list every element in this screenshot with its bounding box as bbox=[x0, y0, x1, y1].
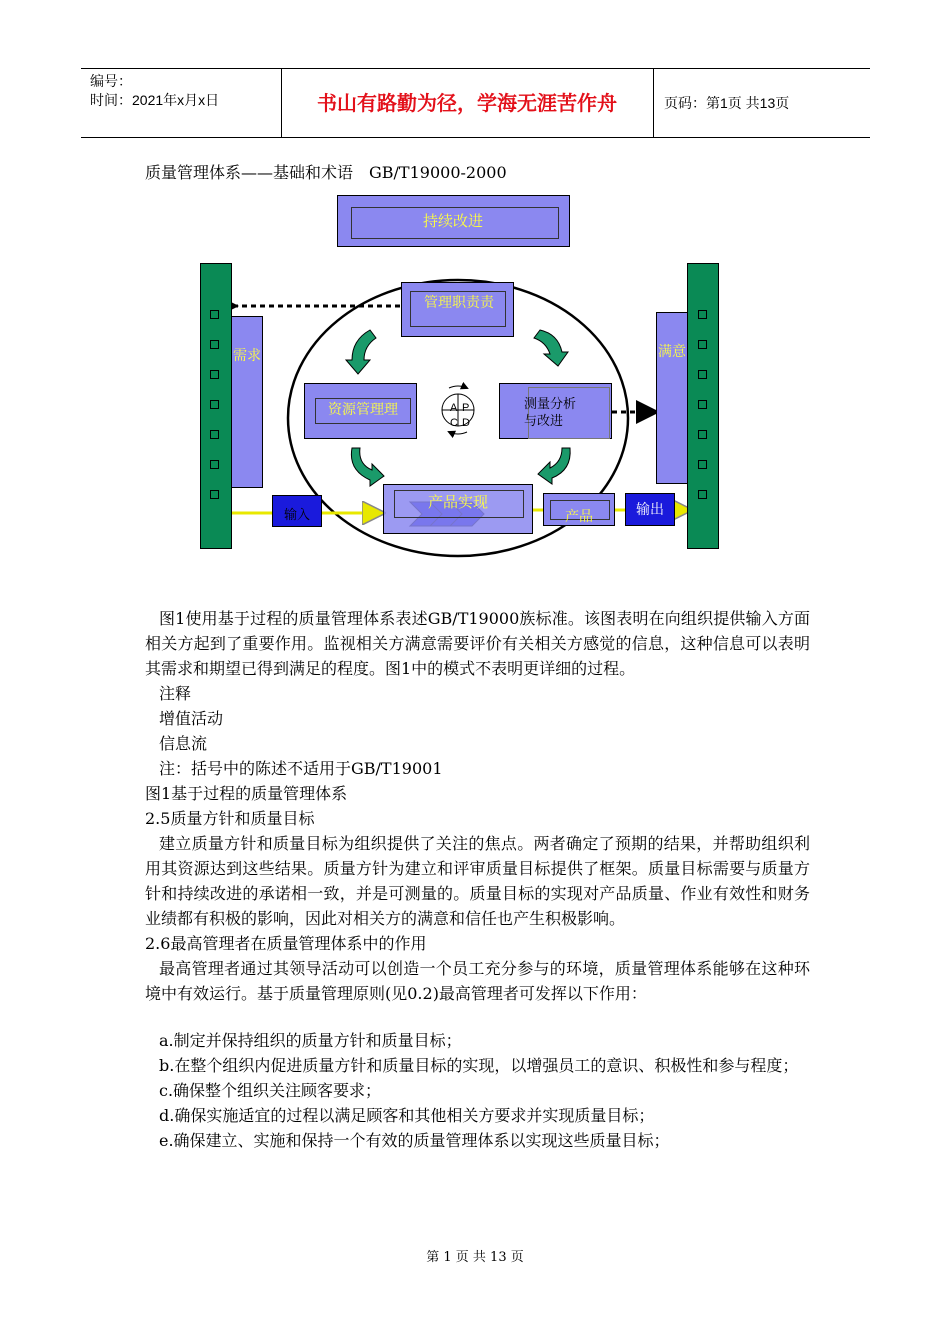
input-label: 输入 bbox=[283, 508, 310, 523]
body-paragraph: 注：括号中的陈述不适用于GB/T19001 bbox=[159, 759, 443, 778]
page-footer: 第 1 页 共 13 页 bbox=[426, 1250, 524, 1265]
pdca-c: C bbox=[450, 417, 458, 429]
mgmt-responsibility-box bbox=[401, 282, 514, 337]
pdca-d: D bbox=[462, 417, 470, 429]
pdca-p: P bbox=[462, 402, 470, 414]
body-paragraph: 建立质量方针和质量目标为组织提供了关注的焦点。两者确定了预期的结果，并帮助组织利用其资源达到这些结果。质量方针为建立和评审质量目标提供了框架。质量目标需要与质量方针和持续改进的承诺相一致，并是可测量的。质量目标的实现对产品质量、作业有效性和财务业绩都有积极的影响，因此对相关方的满意和信任也产生积极影响。 bbox=[145, 834, 810, 928]
body-paragraph: b.在整个组织内促进质量方针和质量目标的实现，以增强员工的意识、积极性和参与程度； bbox=[159, 1056, 799, 1075]
body-paragraph: d.确保实施适宜的过程以满足顾客和其他相关方要求并实现质量目标； bbox=[159, 1106, 655, 1125]
body-text bbox=[145, 606, 810, 1153]
pdca-a: A bbox=[450, 402, 458, 414]
requirements-label: 需求 bbox=[233, 348, 261, 364]
body-paragraph: 图1基于过程的质量管理体系 bbox=[145, 784, 348, 803]
motto-text: 书山有路勤为径，学海无涯苦作舟 bbox=[317, 91, 617, 115]
body-paragraph: a.制定并保持组织的质量方针和质量目标； bbox=[159, 1031, 462, 1050]
output-label: 输出 bbox=[636, 502, 664, 518]
body-paragraph: 增值活动 bbox=[159, 709, 224, 728]
requirements-box bbox=[231, 316, 263, 488]
continuous-improvement-box bbox=[337, 195, 570, 247]
satisfaction-label: 满意 bbox=[658, 344, 686, 360]
number-label: 编号： bbox=[90, 73, 132, 89]
doc-title: 质量管理体系——基础和术语 GB/T19000-2000 bbox=[145, 163, 507, 182]
body-paragraph: e.确保建立、实施和保持一个有效的质量管理体系以实现这些质量目标； bbox=[159, 1131, 670, 1150]
satisfaction-box bbox=[656, 312, 688, 484]
body-paragraph: 注释 bbox=[159, 684, 192, 703]
product-realization-box bbox=[383, 484, 533, 534]
page-label: 页码：第1页 共13页 bbox=[664, 95, 790, 111]
body-paragraph: 图1使用基于过程的质量管理体系表述GB/T19000族标准。该图表明在向组织提供输入方面相关方起到了重要作用。监视相关方满意需要评价有关相关方感觉的信息，这种信息可以表明其需求和期望已得到满足的程度。图1中的模式不表明更详细的过程。 bbox=[145, 609, 810, 678]
body-paragraph: 2.5质量方针和质量目标 bbox=[145, 809, 315, 828]
measurement-box bbox=[499, 383, 612, 439]
continuous-improvement-label: 持续改进 bbox=[422, 212, 483, 230]
body-paragraph: c.确保整个组织关注顾客要求； bbox=[159, 1081, 382, 1100]
body-paragraph: 2.6最高管理者在质量管理体系中的作用 bbox=[145, 934, 427, 953]
resource-mgmt-label: 资源管理理 bbox=[328, 402, 398, 418]
product-label: 产品 bbox=[565, 509, 593, 525]
body-paragraph: 最高管理者通过其领导活动可以创造一个员工充分参与的环境，质量管理体系能够在这种环境中有效运行。基于质量管理原则(见0.2)最高管理者可发挥以下作用： bbox=[145, 959, 810, 1003]
body-paragraph: 信息流 bbox=[159, 734, 208, 753]
input-box bbox=[272, 495, 322, 527]
process-diagram bbox=[0, 0, 950, 600]
output-box bbox=[625, 493, 675, 526]
date-label: 时间：2021年x月x日 bbox=[90, 92, 220, 108]
product-box bbox=[543, 493, 615, 526]
resource-mgmt-box bbox=[304, 383, 417, 439]
measurement-label: 测量分析与改进 bbox=[524, 397, 577, 429]
mgmt-responsibility-label: 管理职责责 bbox=[424, 295, 494, 311]
product-realization-label: 产品实现 bbox=[427, 493, 488, 511]
